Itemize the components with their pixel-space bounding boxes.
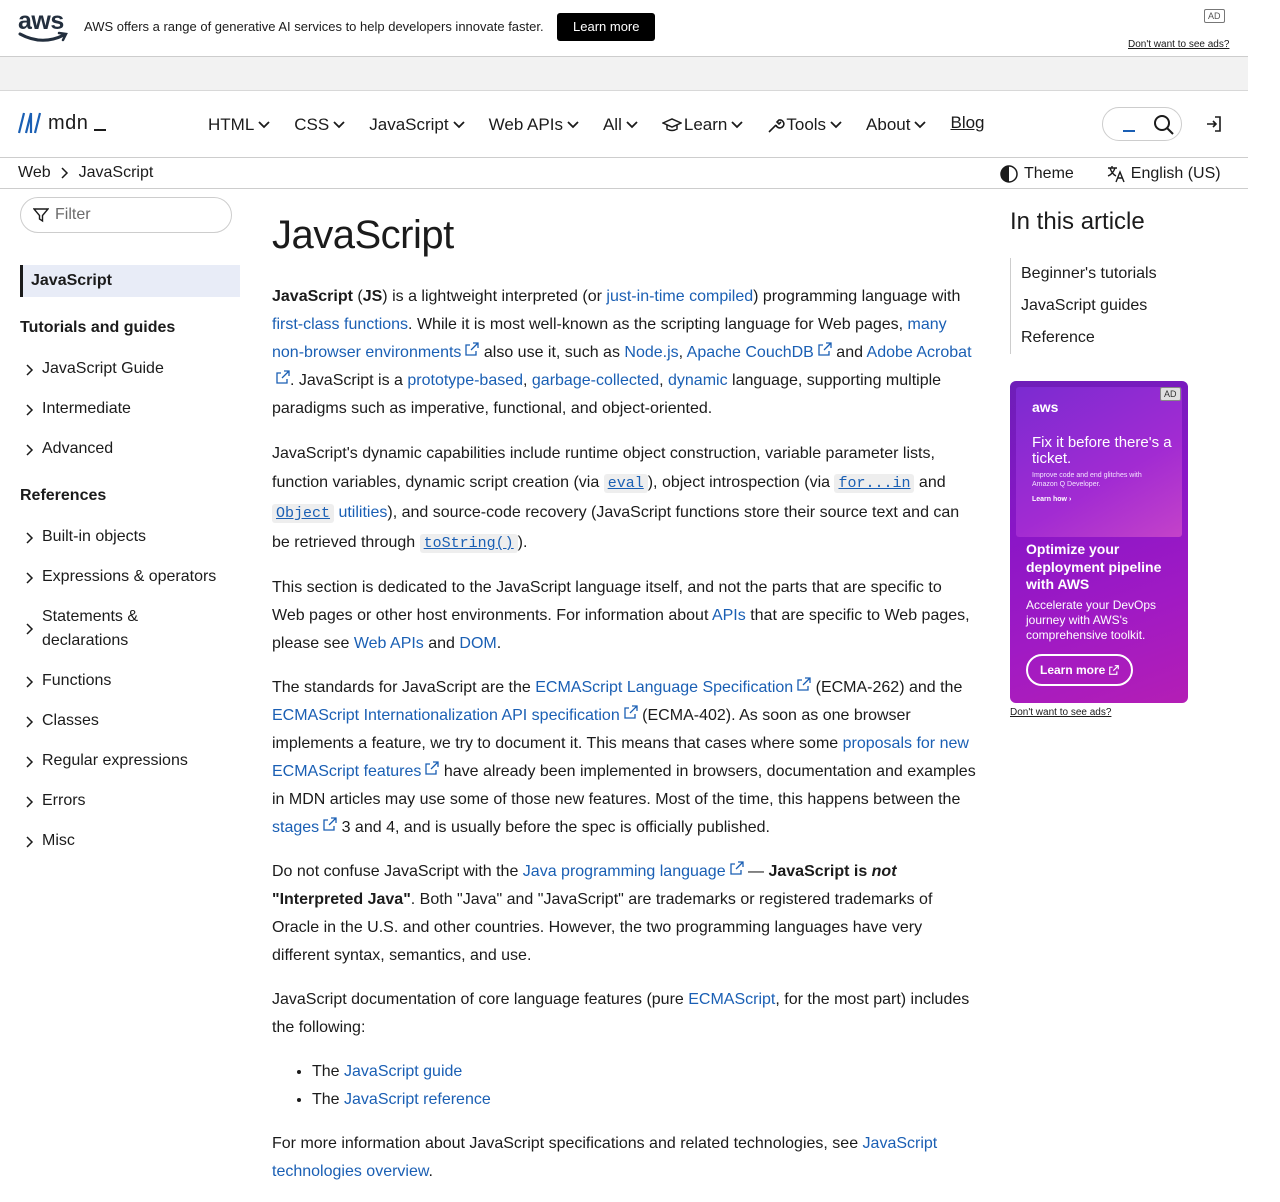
mdn-wordmark: mdn <box>48 111 89 134</box>
toc-list <box>1010 258 1157 354</box>
sidebar-item-label: Regular expressions <box>42 752 188 769</box>
link-ecmascript-spec[interactable]: ECMAScript Language Specification <box>535 679 794 696</box>
filter-input[interactable] <box>55 206 205 224</box>
text: . JavaScript is a <box>290 372 408 389</box>
side-ad-learn-more-button[interactable] <box>1026 654 1133 686</box>
text: For more information about JavaScript specifications and related technologies, see <box>272 1135 863 1152</box>
scope-paragraph <box>272 574 977 658</box>
external-link-icon <box>730 861 744 875</box>
link-dom[interactable]: DOM <box>459 635 497 652</box>
external-link-icon <box>323 817 337 831</box>
ad-label: AD <box>1204 9 1225 23</box>
sidebar-item-built-in-objects[interactable] <box>26 525 146 549</box>
link-first-class-functions[interactable]: first-class functions <box>272 316 409 333</box>
chevron-right-icon <box>61 167 69 179</box>
link-javascript-guide[interactable]: JavaScript guide <box>344 1063 463 1080</box>
docs-list <box>312 1058 977 1114</box>
sidebar-heading-tutorials: Tutorials and guides <box>20 319 176 336</box>
chevron-right-icon <box>26 532 34 544</box>
link-web-apis[interactable]: Web APIs <box>353 635 424 652</box>
sidebar-item-current[interactable]: JavaScript <box>20 265 240 297</box>
search-button[interactable] <box>1102 107 1182 141</box>
chevron-down-icon <box>333 121 345 129</box>
header-spacer <box>0 57 1248 91</box>
chevron-down-icon <box>731 121 743 129</box>
sidebar-item-label: Expressions & operators <box>42 568 217 585</box>
external-link-icon <box>465 342 479 356</box>
sidebar-item-label: Built-in objects <box>42 528 147 545</box>
chevron-down-icon <box>914 121 926 129</box>
nav-html[interactable] <box>208 113 270 137</box>
sidebar-item-errors[interactable] <box>26 789 86 813</box>
link-proposals[interactable]: proposals for new ECMAScript features <box>272 735 969 780</box>
sidebar-filter[interactable] <box>20 197 232 233</box>
text: . <box>496 635 502 652</box>
side-ad-creative-subtitle: Improve code and end glitches with Amazon Q Developer. <box>1032 472 1142 488</box>
nav-about[interactable] <box>866 113 926 137</box>
top-ad-text: AWS offers a range of generative AI services to help developers innovate faster. <box>84 19 544 34</box>
sidebar-heading-references: References <box>20 487 107 504</box>
chevron-down-icon <box>567 121 579 129</box>
text: ) is a lightweight interpreted (or <box>382 288 607 305</box>
text: ), object introspection (via <box>647 474 835 491</box>
text: This section is dedicated to the JavaScript language itself, and not the parts that are specific to Web pages or other host environments. For information about <box>272 579 942 624</box>
bold-text: "Interpreted Java" <box>272 891 411 908</box>
sidebar-item-label: Intermediate <box>42 400 131 417</box>
nav-label: Tools <box>786 115 827 134</box>
article <box>272 205 977 1202</box>
code-tostring-link[interactable]: toString() <box>420 534 518 553</box>
search-cursor <box>1123 118 1135 132</box>
toc-item-javascript-guides[interactable]: JavaScript guides <box>1021 297 1148 314</box>
link-non-browser-environments[interactable]: many non-browser environments <box>272 316 947 361</box>
wrench-icon <box>767 116 785 134</box>
java-confusion-paragraph <box>272 858 977 970</box>
language-button[interactable]: English (US) <box>1130 165 1221 182</box>
sidebar-item-label: JavaScript Guide <box>42 360 164 377</box>
nav-javascript[interactable] <box>369 113 464 137</box>
text: also use it, such as <box>479 344 625 361</box>
aws-logo-text: aws <box>18 7 64 35</box>
link-prototype-based[interactable]: prototype-based <box>407 372 524 389</box>
text: Do not confuse JavaScript with the <box>272 863 523 880</box>
link-nodejs[interactable]: Node.js <box>624 344 679 361</box>
side-ad-label: AD <box>1160 387 1181 401</box>
text: JavaScript's dynamic capabilities include runtime object construction, variable parameter lists, function variables, dynamic script creation (via <box>272 445 935 491</box>
sidebar-item-label: Advanced <box>42 440 114 457</box>
side-ad-dont-want-ads-link[interactable]: Don't want to see ads? <box>1010 707 1112 718</box>
link-object-utilities[interactable]: utilities <box>334 504 388 521</box>
breadcrumb-bar <box>0 158 1248 189</box>
nav-label: HTML <box>208 115 255 134</box>
nav-css[interactable] <box>294 113 345 137</box>
chevron-right-icon <box>26 623 34 635</box>
search-icon <box>1153 114 1175 136</box>
text: ( <box>352 288 363 305</box>
sidebar-item-javascript-guide[interactable] <box>26 357 164 381</box>
bold-text: JS <box>362 288 383 305</box>
text: . <box>428 1163 433 1180</box>
text: . While it is most well-known as the scripting language for Web pages, <box>408 316 908 333</box>
toc-item-reference[interactable]: Reference <box>1021 329 1095 346</box>
chevron-right-icon <box>26 676 34 688</box>
top-ad-learn-more-button[interactable]: Learn more <box>557 13 655 41</box>
chevron-right-icon <box>26 796 34 808</box>
text: have already been implemented in browsers, documentation and examples in MDN articles may use some of those new features. Most of the time, this happens between the <box>272 763 976 808</box>
site-header <box>0 91 1248 158</box>
chevron-down-icon <box>453 121 465 129</box>
code-for-in-link[interactable]: for...in <box>834 474 914 493</box>
text: 3 and 4, and is usually before the spec is officially published. <box>337 819 770 836</box>
nav-label: All <box>602 115 622 134</box>
nav-label: JavaScript <box>369 115 449 134</box>
text: , <box>659 372 668 389</box>
nav-label: Web APIs <box>488 115 563 134</box>
breadcrumb <box>18 164 153 182</box>
side-ad-body: Accelerate your DevOps journey with AWS's comprehensive toolkit. <box>1026 598 1157 642</box>
external-link-icon <box>818 342 832 356</box>
text: , <box>678 344 687 361</box>
more-info-paragraph <box>272 1130 977 1186</box>
chevron-right-icon <box>26 444 34 456</box>
button-label: Learn more <box>1040 663 1106 677</box>
text: JavaScript documentation of core language features (pure <box>272 991 689 1008</box>
chevron-right-icon <box>26 364 34 376</box>
chevron-right-icon <box>26 836 34 848</box>
side-ad-heading: Optimize your deployment pipeline with AWS <box>1026 541 1162 592</box>
chevron-right-icon <box>26 404 34 416</box>
nav-label: About <box>866 115 911 134</box>
link-ecmascript-intl-spec[interactable]: ECMAScript Internationalization API specification <box>272 707 620 724</box>
bold-text: JavaScript is <box>768 863 872 880</box>
nav-blog-link[interactable]: Blog <box>950 113 985 132</box>
side-ad[interactable] <box>1010 381 1188 703</box>
link-dynamic[interactable]: dynamic <box>668 372 728 389</box>
sidebar-item-statements-declarations[interactable] <box>26 605 186 653</box>
nav-learn[interactable] <box>662 113 743 137</box>
external-link-icon <box>624 705 638 719</box>
text: ). <box>517 534 528 551</box>
link-apis[interactable]: APIs <box>711 607 746 624</box>
text: , for the most part) includes the following: <box>272 991 970 1036</box>
code-object-link[interactable]: Object <box>272 504 334 523</box>
external-link-icon <box>276 370 290 384</box>
text: and <box>914 474 946 491</box>
external-link-icon <box>425 761 439 775</box>
link-garbage-collected[interactable]: garbage-collected <box>531 372 660 389</box>
sidebar-item-label: Classes <box>42 712 99 729</box>
sidebar-item-label: Misc <box>42 832 75 849</box>
toc-item-beginners-tutorials[interactable]: Beginner's tutorials <box>1021 265 1157 282</box>
text: The <box>312 1091 345 1108</box>
list-item <box>312 1086 977 1114</box>
nav-web-apis[interactable] <box>489 113 579 137</box>
theme-icon <box>999 164 1019 184</box>
list-item <box>312 1058 977 1086</box>
breadcrumb-web[interactable]: Web <box>18 164 51 181</box>
docs-paragraph <box>272 986 977 1042</box>
sidebar-item-label: Errors <box>42 792 86 809</box>
link-javascript-reference[interactable]: JavaScript reference <box>344 1091 491 1108</box>
nav-label: CSS <box>294 115 330 134</box>
text: and <box>423 635 460 652</box>
side-ad-creative-title: Fix it before there's a ticket. <box>1032 434 1172 467</box>
chevron-down-icon <box>830 121 842 129</box>
link-ecmascript[interactable]: ECMAScript <box>688 991 776 1008</box>
text: ), and source-code recovery (JavaScript functions store their source text and can be retrieved through <box>272 504 960 551</box>
page-title: JavaScript <box>272 213 454 257</box>
mdn-underscore <box>94 129 106 131</box>
sidebar-item-regular-expressions[interactable] <box>26 749 188 773</box>
theme-button[interactable]: Theme <box>1024 165 1074 182</box>
main-nav <box>208 113 985 137</box>
link-stages[interactable]: stages <box>272 819 320 836</box>
link-technologies-overview[interactable]: JavaScript technologies overview <box>272 1135 938 1180</box>
intro-paragraph <box>272 283 977 423</box>
top-ad-banner <box>0 0 1248 57</box>
mdn-logo[interactable] <box>18 111 106 135</box>
link-jit-compiled[interactable]: just-in-time compiled <box>606 288 754 305</box>
capabilities-paragraph <box>272 439 977 558</box>
chevron-right-icon <box>26 572 34 584</box>
text: language, supporting multiple paradigms such as imperative, functional, and object-oriented. <box>272 372 942 417</box>
side-ad-creative <box>1016 387 1182 537</box>
text: (ECMA-402). As soon as one browser implements a feature, we try to document it. This means that cases where some <box>272 707 911 752</box>
sidebar-item-classes[interactable] <box>26 709 99 733</box>
external-link-icon <box>797 677 811 691</box>
bold-italic-text: not <box>871 863 897 880</box>
toc-title: In this article <box>1010 208 1145 235</box>
nav-all[interactable] <box>603 113 638 137</box>
sidebar-item-label: Functions <box>42 672 112 689</box>
table-of-contents <box>1010 208 1157 354</box>
chevron-down-icon <box>258 121 270 129</box>
filter-icon <box>33 207 49 223</box>
login-icon[interactable] <box>1205 115 1223 133</box>
side-ad-aws-logo: aws <box>1032 399 1059 415</box>
sidebar-item-label: Statements & declarations <box>42 608 139 649</box>
sidebar-item-intermediate[interactable] <box>26 397 131 421</box>
standards-paragraph <box>272 674 977 842</box>
chevron-right-icon <box>26 716 34 728</box>
text: (ECMA-262) and the <box>811 679 963 696</box>
text: The standards for JavaScript are the <box>272 679 536 696</box>
page-settings <box>999 164 1221 184</box>
nav-label: Learn <box>683 115 728 134</box>
sidebar-item-expressions-operators[interactable] <box>26 565 216 589</box>
sidebar-item-functions[interactable] <box>26 669 111 693</box>
mdn-m-icon <box>18 111 42 135</box>
text: that are specific to Web pages, please see <box>272 607 970 652</box>
text: , <box>523 372 532 389</box>
text: The <box>312 1063 345 1080</box>
chevron-right-icon <box>26 756 34 768</box>
graduation-cap-icon <box>662 117 682 133</box>
language-icon <box>1106 164 1126 184</box>
bold-text: JavaScript <box>272 288 353 305</box>
link-apache-couchdb[interactable]: Apache CouchDB <box>686 344 814 361</box>
external-link-icon <box>1109 665 1119 675</box>
link-java-language[interactable]: Java programming language <box>522 863 726 880</box>
sidebar-item-advanced[interactable] <box>26 437 113 461</box>
text: . Both "Java" and "JavaScript" are trademarks or registered trademarks of Oracle in the U.S. and other countries. However, the two programming languages have very different syntax, semantics, and use. <box>272 891 933 964</box>
nav-tools[interactable] <box>767 113 842 137</box>
breadcrumb-javascript[interactable]: JavaScript <box>78 164 154 181</box>
text: ) programming language with <box>753 288 961 305</box>
side-ad-creative-link: Learn how › <box>1032 496 1072 503</box>
code-eval-link[interactable]: eval <box>604 474 648 493</box>
chevron-down-icon <box>626 121 638 129</box>
text: and <box>831 344 867 361</box>
text: — <box>743 863 769 880</box>
dont-want-ads-link[interactable]: Don't want to see ads? <box>1128 39 1230 50</box>
link-adobe-acrobat[interactable]: Adobe Acrobat <box>866 344 972 361</box>
sidebar-item-misc[interactable] <box>26 829 75 853</box>
aws-logo[interactable] <box>18 7 70 44</box>
